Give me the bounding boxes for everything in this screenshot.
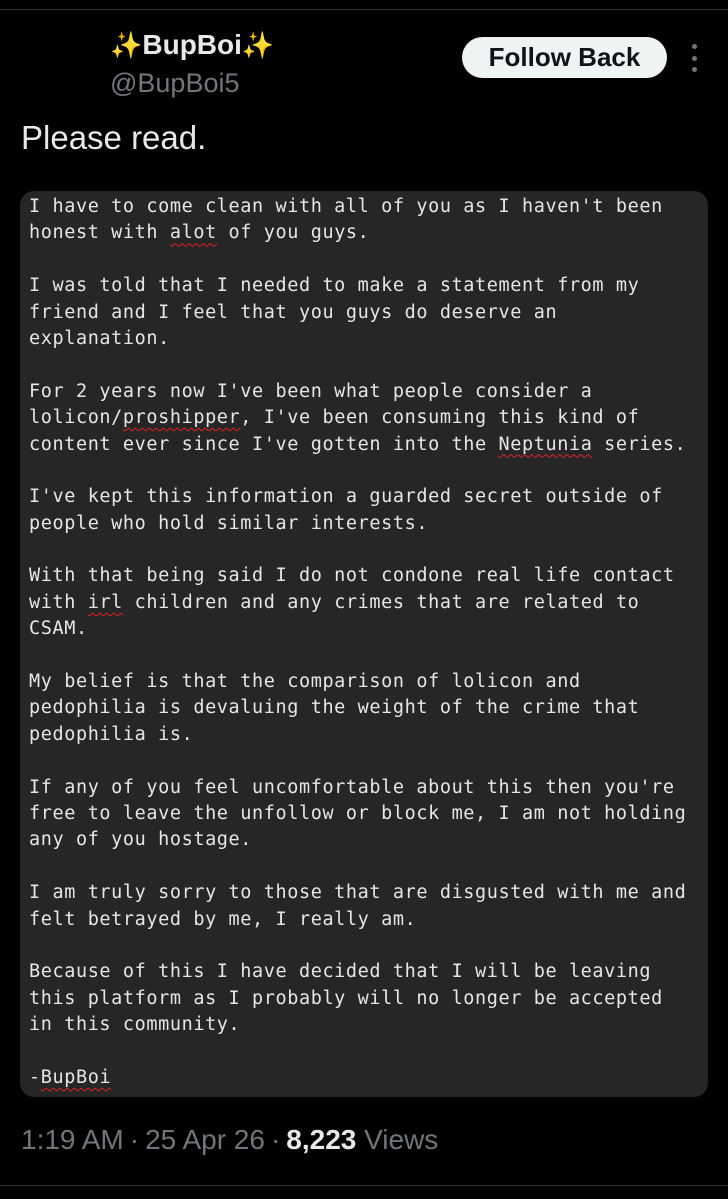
display-name-text: BupBoi (142, 29, 242, 60)
note-line: -BupBoi (29, 1066, 112, 1088)
note-line (29, 247, 686, 273)
more-dot (692, 56, 697, 61)
misspelled-word: irl (87, 591, 123, 613)
note-line (29, 352, 686, 378)
post-date[interactable]: 25 Apr 26 (145, 1124, 265, 1155)
follow-back-button[interactable]: Follow Back (462, 37, 667, 78)
note-line: honest with alot of you guys. (29, 222, 370, 244)
more-vertical-icon[interactable] (682, 44, 706, 72)
note-line: I was told that I needed to make a statement from my (29, 275, 640, 297)
post-text: Please read. (21, 119, 207, 156)
note-line: My belief is that the comparison of lolicon and (29, 671, 581, 693)
note-line: felt betrayed by me, I really am. (29, 908, 417, 930)
note-line: content ever since I've gotten into the Neptunia series. (29, 433, 687, 455)
note-line (29, 643, 686, 669)
views-label: Views (364, 1124, 439, 1155)
note-line: explanation. (29, 327, 170, 349)
user-handle[interactable]: @BupBoi5 (110, 68, 240, 98)
note-line: with irl children and any crimes that are related to (29, 591, 640, 613)
note-line: pedophilia is devaluing the weight of the crime that (29, 697, 640, 719)
note-line: I've kept this information a guarded secret outside of (29, 486, 663, 508)
post-time[interactable]: 1:19 AM (21, 1124, 124, 1155)
views-count: 8,223 (286, 1124, 357, 1155)
separator: · (129, 1124, 140, 1155)
user-display-name[interactable] (110, 27, 274, 63)
misspelled-word: BupBoi (40, 1066, 112, 1088)
separator: · (270, 1124, 281, 1155)
note-line: pedophilia is. (29, 723, 194, 745)
more-dot (692, 67, 697, 72)
note-line: lolicon/proshipper, I've been consuming this kind of (29, 407, 640, 429)
note-line: I am truly sorry to those that are disgusted with me and (29, 882, 687, 904)
sparkles-icon: ✨ (241, 30, 275, 60)
misspelled-word: alot (169, 222, 217, 244)
note-line: people who hold similar interests. (29, 512, 429, 534)
note-line (29, 748, 686, 774)
note-line (29, 854, 686, 880)
note-line: friend and I feel that you guys do deserve an (29, 301, 558, 323)
bottom-divider (0, 1185, 728, 1186)
sparkles-icon: ✨ (110, 30, 143, 60)
note-line: CSAM. (29, 618, 88, 640)
note-line (29, 537, 686, 563)
note-line (29, 1039, 686, 1065)
note-line: in this community. (29, 1014, 241, 1036)
attached-note-image[interactable] (20, 191, 708, 1097)
note-line (29, 933, 686, 959)
post-metadata (21, 1122, 438, 1158)
note-line (29, 458, 686, 484)
note-line: With that being said I do not condone real life contact (29, 565, 675, 587)
note-text (29, 194, 686, 1091)
misspelled-word: proshipper (122, 407, 241, 429)
more-dot (692, 44, 697, 49)
note-line: Because of this I have decided that I will be leaving (29, 961, 652, 983)
note-line: any of you hostage. (29, 829, 253, 851)
note-line: free to leave the unfollow or block me, I am not holding (29, 802, 687, 824)
note-line: I have to come clean with all of you as I haven't been (29, 196, 663, 217)
note-line: this platform as I probably will no longer be accepted (29, 987, 663, 1009)
note-line: If any of you feel uncomfortable about this then you're (29, 776, 675, 798)
note-line: For 2 years now I've been what people consider a (29, 380, 593, 402)
misspelled-word: Neptunia (498, 433, 593, 455)
top-divider (0, 9, 728, 10)
